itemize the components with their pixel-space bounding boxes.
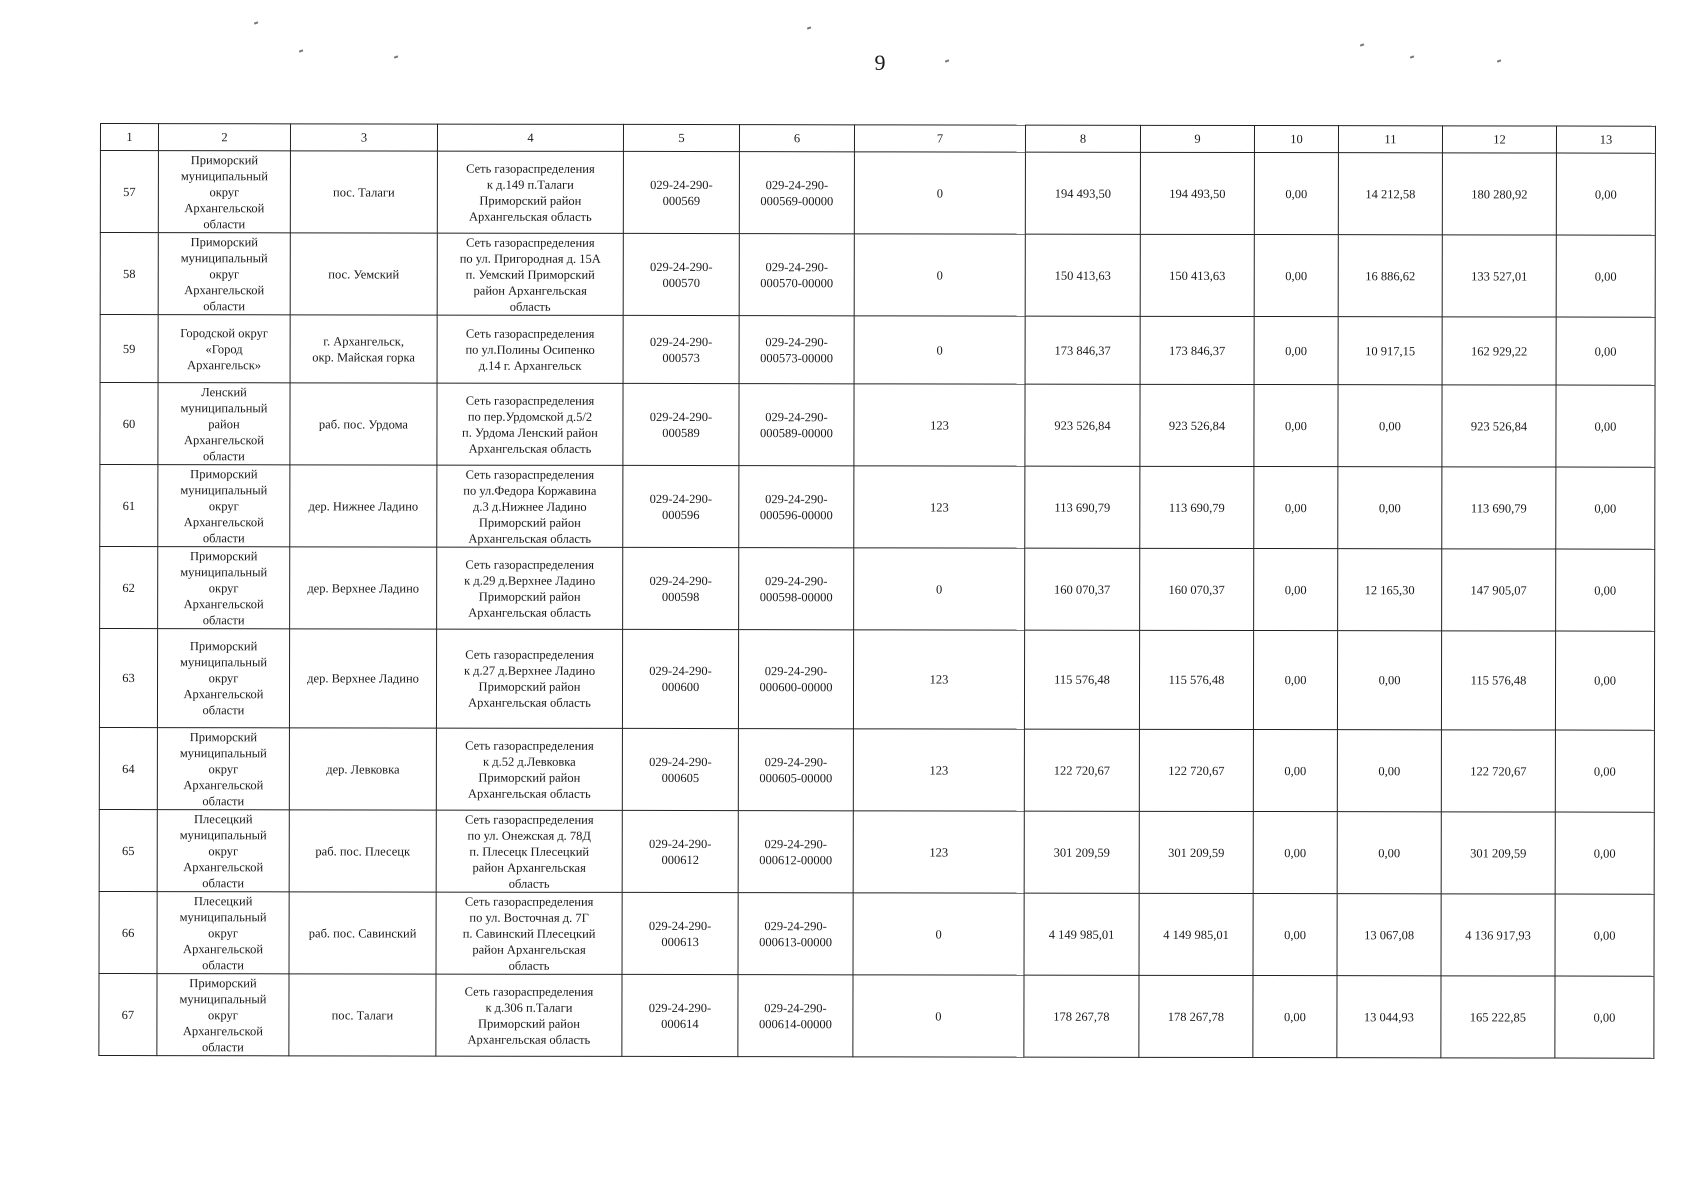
column-12-value: 115 576,48 <box>1441 631 1555 730</box>
column-10-value: 0,00 <box>1254 385 1338 467</box>
object-code-cell: 029-24-290- 000596 <box>623 465 739 547</box>
column-8-value: 194 493,50 <box>1025 152 1140 234</box>
column-7-cell: 123 <box>853 811 1024 893</box>
municipality-cell: Приморский муниципальный округ Архангельской области <box>158 151 290 233</box>
object-code-cell: 029-24-290- 000613 <box>622 892 738 974</box>
row-number: 59 <box>100 315 158 383</box>
object-code-cell: 029-24-290- 000570 <box>623 233 739 315</box>
column-7-cell: 123 <box>854 384 1025 466</box>
object-full-code-cell: 029-24-290- 000570-00000 <box>739 234 854 316</box>
object-full-code-cell: 029-24-290- 000589-00000 <box>739 384 854 466</box>
column-11-value: 0,00 <box>1338 467 1442 549</box>
column-12-value: 923 526,84 <box>1442 385 1556 467</box>
column-7-cell: 0 <box>854 548 1025 630</box>
document-sheet <box>98 123 1655 1059</box>
object-full-code-cell: 029-24-290- 000573-00000 <box>739 316 854 384</box>
column-number-header: 12 <box>1442 126 1556 153</box>
column-8-value: 4 149 985,01 <box>1024 893 1139 975</box>
column-13-value: 0,00 <box>1556 549 1655 631</box>
column-9-value: 113 690,79 <box>1140 466 1254 548</box>
page-number: 9 <box>874 50 886 75</box>
row-number: 58 <box>100 233 158 315</box>
object-description-cell: Сеть газораспределения к д.52 д.Левковка Приморский район Архангельская область <box>436 728 622 810</box>
column-7-cell: 0 <box>854 316 1025 384</box>
column-13-value: 0,00 <box>1556 235 1655 317</box>
column-12-value: 113 690,79 <box>1442 467 1556 549</box>
object-full-code-cell: 029-24-290- 000612-00000 <box>738 811 853 893</box>
column-7-cell: 0 <box>853 975 1024 1057</box>
column-12-value: 4 136 917,93 <box>1441 894 1555 976</box>
column-number-header: 6 <box>739 125 854 152</box>
municipality-cell: Плесецкий муниципальный округ Архангельской области <box>157 892 289 974</box>
object-description-cell: Сеть газораспределения по ул. Онежская д. 78Д п. Плесецк Плесецкий район Архангельская область <box>436 810 622 892</box>
column-11-value: 0,00 <box>1338 385 1442 467</box>
row-number: 63 <box>99 629 157 728</box>
column-13-value: 0,00 <box>1555 730 1654 812</box>
municipality-cell: Приморский муниципальный округ Архангельской области <box>158 233 290 315</box>
table-row <box>100 383 1655 468</box>
column-13-value: 0,00 <box>1555 976 1654 1058</box>
column-7-cell: 123 <box>853 729 1024 811</box>
table-row <box>99 629 1654 731</box>
column-number-header: 11 <box>1338 126 1442 153</box>
column-13-value: 0,00 <box>1556 317 1655 385</box>
column-number-header: 5 <box>623 124 739 151</box>
column-9-value: 160 070,37 <box>1140 548 1254 630</box>
column-7-cell: 0 <box>854 234 1025 316</box>
column-number-header: 2 <box>158 124 290 151</box>
settlement-cell: раб. пос. Савинский <box>289 892 436 974</box>
settlement-cell: пос. Уемский <box>290 233 437 315</box>
column-11-value: 14 212,58 <box>1338 153 1442 235</box>
table-row <box>100 547 1655 632</box>
column-11-value: 13 044,93 <box>1337 976 1441 1058</box>
column-10-value: 0,00 <box>1254 549 1338 631</box>
column-8-value: 115 576,48 <box>1024 630 1139 729</box>
column-7-cell: 0 <box>854 152 1025 234</box>
column-7-cell: 123 <box>853 630 1024 729</box>
municipality-cell: Приморский муниципальный округ Архангельской области <box>157 629 289 728</box>
object-description-cell: Сеть газораспределения к д.27 д.Верхнее Ладино Приморский район Архангельская область <box>436 629 622 728</box>
column-number-row <box>100 124 1655 154</box>
column-number-header: 7 <box>854 125 1025 152</box>
column-11-value: 16 886,62 <box>1338 235 1442 317</box>
column-8-value: 173 846,37 <box>1025 316 1140 384</box>
column-10-value: 0,00 <box>1253 631 1337 730</box>
table-row <box>99 727 1654 812</box>
object-code-cell: 029-24-290- 000600 <box>622 629 738 728</box>
column-number-header: 10 <box>1254 126 1338 153</box>
object-description-cell: Сеть газораспределения по пер.Урдомской д.5/2 п. Урдома Ленский район Архангельская область <box>437 383 623 465</box>
object-code-cell: 029-24-290- 000573 <box>623 315 739 383</box>
column-10-value: 0,00 <box>1254 235 1338 317</box>
row-number: 62 <box>100 547 158 629</box>
column-7-cell: 0 <box>853 893 1024 975</box>
column-12-value: 133 527,01 <box>1442 235 1556 317</box>
object-full-code-cell: 029-24-290- 000605-00000 <box>738 729 853 811</box>
object-code-cell: 029-24-290- 000612 <box>622 810 738 892</box>
column-8-value: 122 720,67 <box>1024 729 1139 811</box>
column-number-header: 4 <box>437 124 623 151</box>
column-9-value: 178 267,78 <box>1139 975 1253 1057</box>
object-description-cell: Сеть газораспределения к д.149 п.Талаги Приморский район Архангельская область <box>437 151 623 233</box>
column-9-value: 150 413,63 <box>1140 234 1254 316</box>
gas-network-table <box>98 123 1656 1059</box>
scan-speck <box>254 21 258 24</box>
column-9-value: 301 209,59 <box>1139 811 1253 893</box>
table-row <box>100 315 1655 386</box>
table-row <box>99 891 1654 976</box>
scan-speck <box>807 26 811 29</box>
object-full-code-cell: 029-24-290- 000600-00000 <box>738 630 853 729</box>
column-10-value: 0,00 <box>1253 730 1337 812</box>
column-9-value: 4 149 985,01 <box>1139 893 1253 975</box>
settlement-cell: пос. Талаги <box>290 151 437 233</box>
object-description-cell: Сеть газораспределения по ул.Полины Осипенко д.14 г. Архангельск <box>437 315 623 383</box>
column-11-value: 13 067,08 <box>1337 894 1441 976</box>
table-row <box>100 151 1655 236</box>
municipality-cell: Приморский муниципальный округ Архангельской области <box>157 728 289 810</box>
column-8-value: 113 690,79 <box>1025 466 1140 548</box>
column-12-value: 162 929,22 <box>1442 317 1556 385</box>
column-13-value: 0,00 <box>1556 153 1655 235</box>
row-number: 66 <box>99 891 157 973</box>
object-full-code-cell: 029-24-290- 000598-00000 <box>739 548 854 630</box>
column-13-value: 0,00 <box>1555 812 1654 894</box>
column-12-value: 147 905,07 <box>1442 549 1556 631</box>
column-8-value: 150 413,63 <box>1025 234 1140 316</box>
column-13-value: 0,00 <box>1556 385 1655 467</box>
object-full-code-cell: 029-24-290- 000613-00000 <box>738 893 853 975</box>
column-9-value: 194 493,50 <box>1140 152 1254 234</box>
municipality-cell: Приморский муниципальный округ Архангельской области <box>158 547 290 629</box>
row-number: 65 <box>99 809 157 891</box>
column-10-value: 0,00 <box>1253 894 1337 976</box>
scan-speck <box>1360 43 1364 46</box>
object-description-cell: Сеть газораспределения по ул.Федора Коржавина д.3 д.Нижнее Ладино Приморский район Архангельская область <box>437 465 623 547</box>
column-11-value: 10 917,15 <box>1338 317 1442 385</box>
table-row <box>100 233 1655 318</box>
row-number: 61 <box>100 465 158 547</box>
column-11-value: 0,00 <box>1337 631 1441 730</box>
column-8-value: 178 267,78 <box>1024 975 1139 1057</box>
object-description-cell: Сеть газораспределения по ул. Пригородная д. 15А п. Уемский Приморский район Архангельская область <box>437 233 623 315</box>
table-row <box>100 465 1655 550</box>
object-code-cell: 029-24-290- 000589 <box>623 383 739 465</box>
settlement-cell: раб. пос. Плесецк <box>289 810 436 892</box>
municipality-cell: Ленский муниципальный район Архангельской области <box>158 383 290 465</box>
column-10-value: 0,00 <box>1253 976 1337 1058</box>
column-number-header: 9 <box>1140 125 1254 152</box>
column-10-value: 0,00 <box>1254 153 1338 235</box>
column-9-value: 122 720,67 <box>1139 729 1253 811</box>
column-11-value: 0,00 <box>1337 730 1441 812</box>
table-row <box>99 809 1654 894</box>
municipality-cell: Приморский муниципальный округ Архангельской области <box>158 465 290 547</box>
column-8-value: 923 526,84 <box>1025 384 1140 466</box>
object-full-code-cell: 029-24-290- 000596-00000 <box>739 466 854 548</box>
object-code-cell: 029-24-290- 000614 <box>622 974 738 1056</box>
column-8-value: 160 070,37 <box>1025 548 1140 630</box>
settlement-cell: дер. Левковка <box>289 728 436 810</box>
object-description-cell: Сеть газораспределения к д.29 д.Верхнее Ладино Приморский район Архангельская область <box>437 547 623 629</box>
object-code-cell: 029-24-290- 000598 <box>623 547 739 629</box>
settlement-cell: раб. пос. Урдома <box>290 383 437 465</box>
object-full-code-cell: 029-24-290- 000569-00000 <box>739 152 854 234</box>
municipality-cell: Приморский муниципальный округ Архангельской области <box>157 974 289 1056</box>
object-code-cell: 029-24-290- 000605 <box>622 728 738 810</box>
column-9-value: 115 576,48 <box>1139 630 1253 729</box>
column-12-value: 122 720,67 <box>1441 730 1555 812</box>
settlement-cell: г. Архангельск, окр. Майская горка <box>290 315 437 383</box>
column-13-value: 0,00 <box>1555 631 1654 730</box>
column-8-value: 301 209,59 <box>1024 811 1139 893</box>
settlement-cell: дер. Верхнее Ладино <box>289 629 436 728</box>
object-description-cell: Сеть газораспределения к д.306 п.Талаги Приморский район Архангельская область <box>436 974 622 1056</box>
column-10-value: 0,00 <box>1254 317 1338 385</box>
column-13-value: 0,00 <box>1556 467 1655 549</box>
settlement-cell: дер. Нижнее Ладино <box>290 465 437 547</box>
row-number: 57 <box>100 151 158 233</box>
column-number-header: 1 <box>100 124 158 151</box>
column-13-value: 0,00 <box>1555 894 1654 976</box>
column-7-cell: 123 <box>854 466 1025 548</box>
column-10-value: 0,00 <box>1253 812 1337 894</box>
table-row <box>99 973 1654 1058</box>
column-9-value: 173 846,37 <box>1140 316 1254 384</box>
table-body <box>99 151 1656 1059</box>
object-code-cell: 029-24-290- 000569 <box>623 151 739 233</box>
row-number: 64 <box>99 727 157 809</box>
municipality-cell: Плесецкий муниципальный округ Архангельской области <box>157 810 289 892</box>
column-number-header: 3 <box>290 124 437 151</box>
settlement-cell: дер. Верхнее Ладино <box>290 547 437 629</box>
column-12-value: 180 280,92 <box>1442 153 1556 235</box>
object-description-cell: Сеть газораспределения по ул. Восточная д. 7Г п. Савинский Плесецкий район Архангельская область <box>436 892 622 974</box>
column-11-value: 0,00 <box>1337 812 1441 894</box>
column-9-value: 923 526,84 <box>1140 384 1254 466</box>
column-11-value: 12 165,30 <box>1338 549 1442 631</box>
column-12-value: 301 209,59 <box>1441 812 1555 894</box>
row-number: 60 <box>100 383 158 465</box>
column-number-header: 8 <box>1025 125 1140 152</box>
object-full-code-cell: 029-24-290- 000614-00000 <box>738 975 853 1057</box>
column-number-header: 13 <box>1556 126 1655 153</box>
municipality-cell: Городской округ «Город Архангельск» <box>158 315 290 383</box>
row-number: 67 <box>99 973 157 1055</box>
column-10-value: 0,00 <box>1254 467 1338 549</box>
settlement-cell: пос. Талаги <box>289 974 436 1056</box>
column-12-value: 165 222,85 <box>1441 976 1555 1058</box>
